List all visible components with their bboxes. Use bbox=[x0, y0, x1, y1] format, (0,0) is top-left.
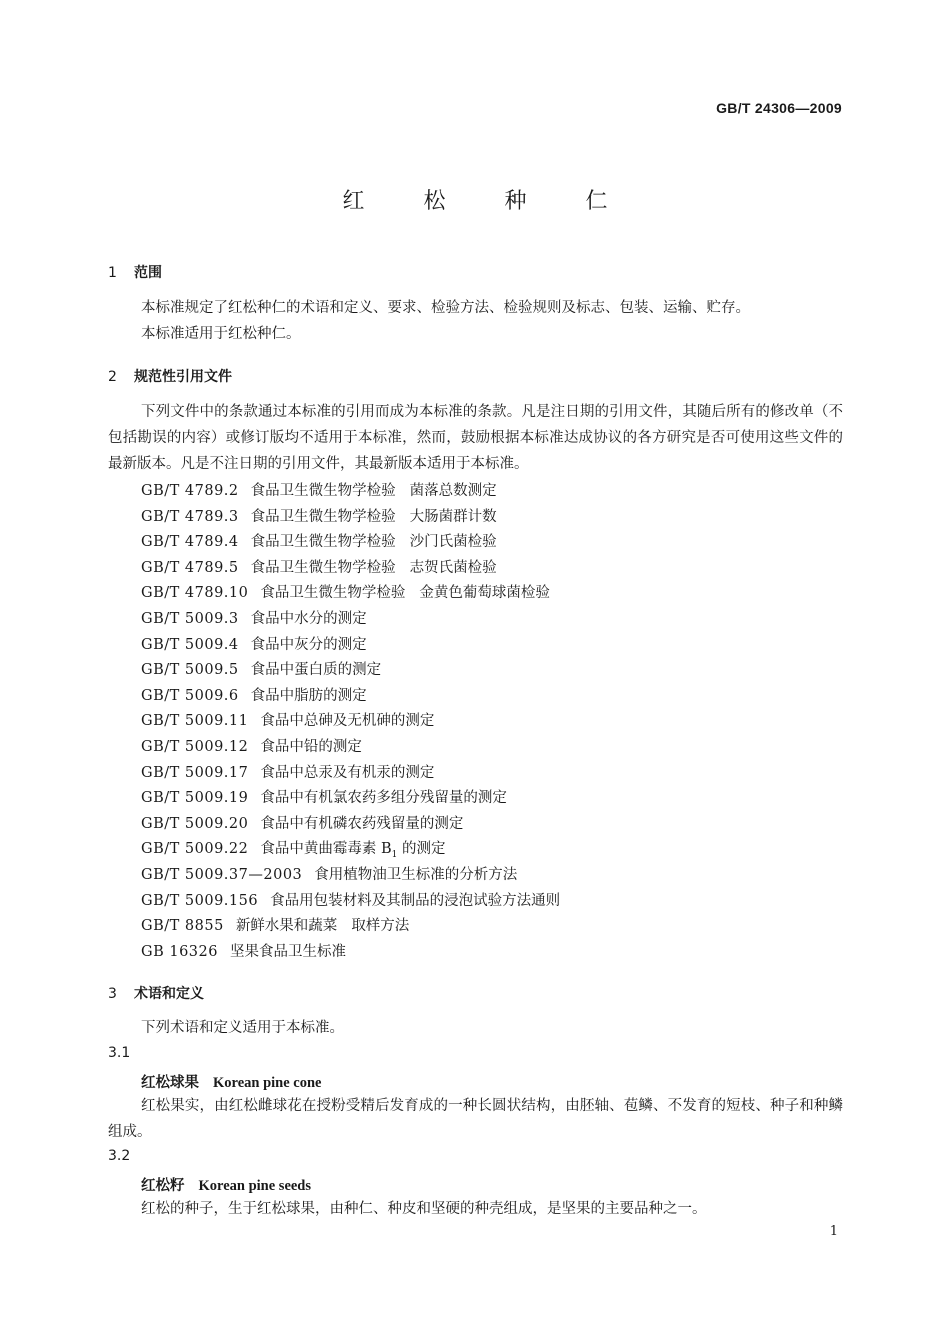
reference-item bbox=[141, 709, 434, 730]
reference-title: 食品中铅的测定 bbox=[260, 739, 362, 755]
reference-title: 食品中总汞及有机汞的测定 bbox=[260, 764, 435, 781]
reference-title-suffix: 的测定 bbox=[397, 841, 446, 858]
standard-number: GB/T 24306—2009 bbox=[716, 100, 842, 116]
term-3-1 bbox=[141, 1071, 321, 1092]
reference-code: GB/T 5009.6 bbox=[141, 687, 239, 704]
reference-item bbox=[141, 940, 346, 961]
reference-title: 食品中黄曲霉毒素 B bbox=[260, 841, 392, 858]
reference-subtitle: 取样方法 bbox=[351, 918, 410, 935]
reference-item bbox=[141, 735, 362, 756]
reference-code: GB/T 5009.17 bbox=[141, 764, 249, 781]
reference-code: GB 16326 bbox=[141, 943, 218, 960]
reference-item bbox=[141, 786, 507, 807]
reference-code: GB/T 5009.5 bbox=[141, 662, 239, 679]
reference-title: 食品卫生微生物学检验 bbox=[250, 508, 396, 525]
reference-title: 食品卫生微生物学检验 bbox=[250, 559, 396, 576]
section-1-heading bbox=[108, 262, 162, 282]
reference-title: 食品中总砷及无机砷的测定 bbox=[260, 713, 435, 730]
page-number: 1 bbox=[829, 1224, 838, 1239]
reference-code: GB/T 5009.11 bbox=[141, 713, 249, 730]
section-2-title: 规范性引用文件 bbox=[134, 369, 232, 385]
term-3-1-en: Korean pine cone bbox=[213, 1075, 322, 1091]
section-3-title: 术语和定义 bbox=[134, 986, 204, 1002]
reference-subtitle: 志贺氏菌检验 bbox=[409, 559, 497, 576]
reference-item bbox=[141, 761, 434, 782]
term-3-1-cn: 红松球果 bbox=[141, 1074, 199, 1091]
reference-item bbox=[141, 684, 367, 705]
term-3-2-number: 3.2 bbox=[108, 1148, 131, 1164]
reference-title: 新鲜水果和蔬菜 bbox=[235, 918, 338, 935]
reference-subtitle: 金黄色葡萄球菌检验 bbox=[419, 585, 550, 602]
reference-title: 食品中有机磷农药残留量的测定 bbox=[260, 815, 464, 832]
reference-item bbox=[141, 479, 497, 500]
reference-code: GB/T 5009.4 bbox=[141, 636, 239, 653]
reference-code: GB/T 5009.22 bbox=[141, 841, 249, 858]
reference-item bbox=[141, 658, 381, 679]
reference-subtitle: 菌落总数测定 bbox=[409, 483, 497, 499]
reference-item bbox=[141, 581, 550, 602]
reference-subtitle: 大肠菌群计数 bbox=[409, 508, 497, 525]
reference-title: 食品中灰分的测定 bbox=[250, 636, 367, 653]
reference-code: GB/T 4789.5 bbox=[141, 559, 239, 576]
reference-title: 食品卫生微生物学检验 bbox=[260, 585, 406, 602]
term-3-2-en: Korean pine seeds bbox=[198, 1178, 312, 1194]
reference-code: GB/T 4789.2 bbox=[141, 483, 239, 499]
section-1-paragraph-2: 本标准适用于红松种仁。 bbox=[141, 326, 301, 342]
reference-item bbox=[141, 505, 497, 526]
reference-subtitle: 沙门氏菌检验 bbox=[409, 534, 497, 551]
reference-code: GB/T 5009.3 bbox=[141, 611, 239, 627]
subscript-1: 1 bbox=[391, 850, 398, 861]
reference-item bbox=[141, 530, 497, 551]
reference-code: GB/T 4789.3 bbox=[141, 508, 239, 525]
reference-title: 食品中水分的测定 bbox=[250, 611, 367, 627]
section-3-intro: 下列术语和定义适用于本标准。 bbox=[141, 1020, 344, 1036]
reference-title: 食品卫生微生物学检验 bbox=[250, 483, 396, 499]
section-3-heading bbox=[108, 983, 204, 1003]
reference-item bbox=[141, 556, 497, 577]
reference-item bbox=[141, 863, 517, 884]
section-1-number: 1 bbox=[108, 265, 117, 281]
term-3-2-definition: 红松的种子，生于红松球果，由种仁、种皮和坚硬的种壳组成，是坚果的主要品种之一。 bbox=[141, 1201, 707, 1217]
reference-code: GB/T 5009.12 bbox=[141, 739, 249, 755]
reference-title: 食品中脂肪的测定 bbox=[250, 687, 367, 704]
reference-title: 食品中蛋白质的测定 bbox=[250, 662, 382, 679]
reference-title: 食品卫生微生物学检验 bbox=[250, 534, 396, 551]
reference-code: GB/T 5009.19 bbox=[141, 790, 249, 807]
section-2-heading bbox=[108, 366, 232, 386]
reference-title: 食品用包装材料及其制品的浸泡试验方法通则 bbox=[270, 892, 561, 909]
term-3-1-definition: 红松果实，由红松雌球花在授粉受精后发育成的一种长圆状结构，由胚轴、苞鳞、不发育的短枝、种子和种鳞组成。 bbox=[108, 1098, 843, 1140]
reference-code: GB/T 5009.37—2003 bbox=[141, 867, 303, 883]
section-3-number: 3 bbox=[108, 986, 117, 1002]
section-2-intro: 下列文件中的条款通过本标准的引用而成为本标准的条款。凡是注日期的引用文件，其随后所有的修改单（不包括勘误的内容）或修订版均不适用于本标准，然而，鼓励根据本标准达成协议的各方研究是否可使用这些文件的最新版本。凡是不注日期的引用文件，其最新版本适用于本标准。 bbox=[108, 404, 843, 472]
term-3-2-cn: 红松籽 bbox=[141, 1177, 185, 1194]
term-3-1-number: 3.1 bbox=[108, 1045, 131, 1061]
reference-code: GB/T 5009.20 bbox=[141, 815, 249, 832]
section-1-paragraph-1: 本标准规定了红松种仁的术语和定义、要求、检验方法、检验规则及标志、包装、运输、贮存。 bbox=[141, 300, 750, 316]
reference-item bbox=[141, 812, 463, 833]
reference-item bbox=[141, 607, 367, 628]
document-title: 红 松 种 仁 bbox=[342, 189, 634, 214]
section-2-number: 2 bbox=[108, 369, 117, 385]
reference-item bbox=[141, 914, 409, 935]
reference-title: 食品中有机氯农药多组分残留量的测定 bbox=[260, 790, 507, 807]
reference-title: 食用植物油卫生标准的分析方法 bbox=[314, 867, 518, 883]
reference-item bbox=[141, 889, 560, 910]
section-1-title: 范围 bbox=[134, 265, 162, 281]
reference-code: GB/T 8855 bbox=[141, 918, 224, 935]
reference-code: GB/T 4789.4 bbox=[141, 534, 239, 551]
reference-code: GB/T 4789.10 bbox=[141, 585, 249, 602]
term-3-2 bbox=[141, 1174, 311, 1195]
reference-item bbox=[141, 837, 445, 860]
reference-code: GB/T 5009.156 bbox=[141, 892, 259, 909]
reference-title: 坚果食品卫生标准 bbox=[229, 943, 346, 960]
reference-item bbox=[141, 633, 367, 654]
